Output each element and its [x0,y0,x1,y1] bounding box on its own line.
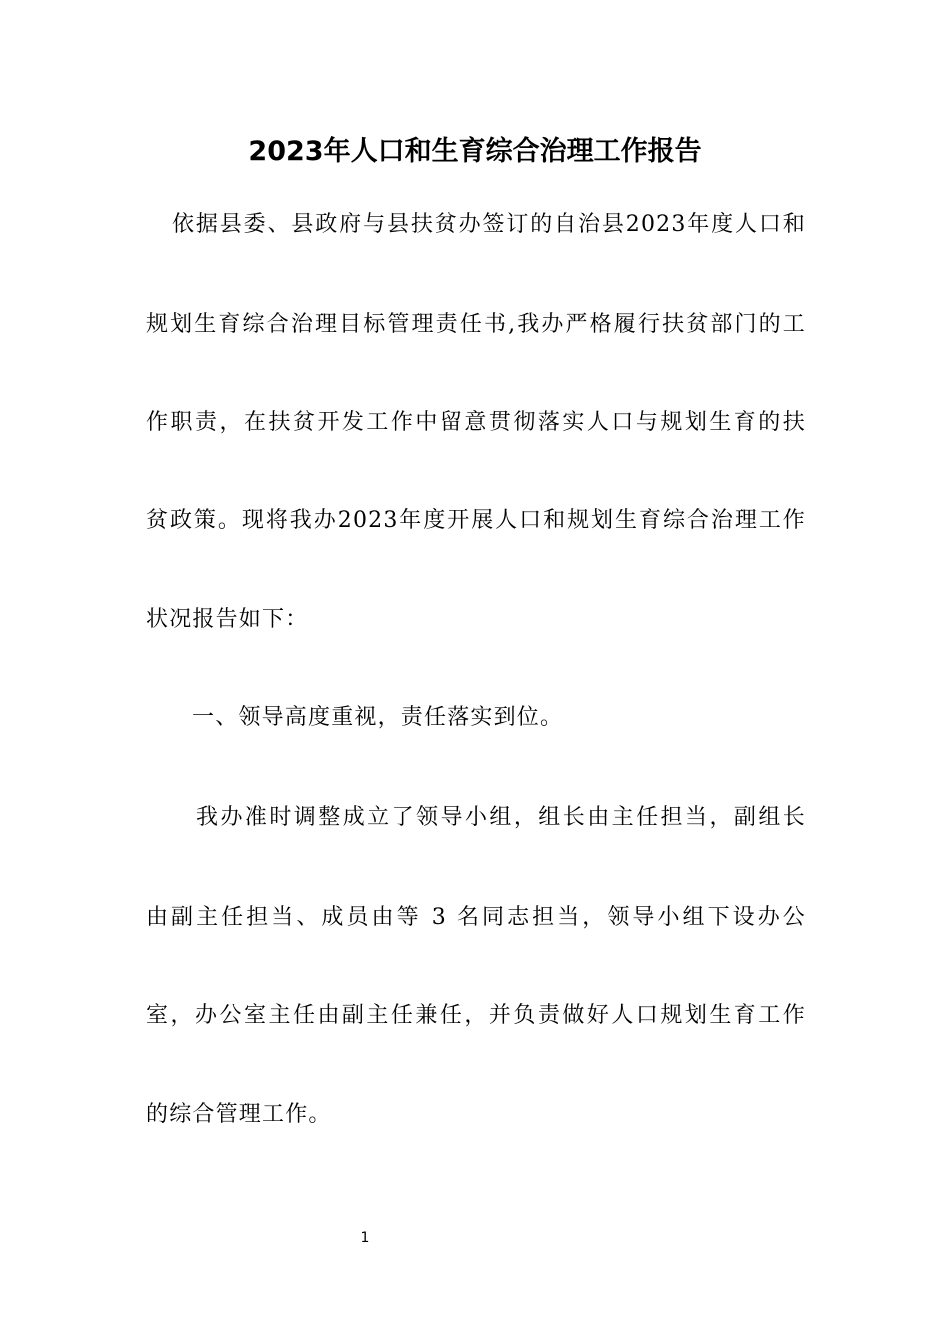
paragraph-line: 室，办公室主任由副主任兼任，并负责做好人口规划生育工作 [146,1003,806,1028]
document-title: 2023年人口和生育综合治理工作报告 [248,136,702,167]
paragraph-line: 由副主任担当、成员由等 3 名同志担当，领导小组下设办公 [146,905,806,930]
section-heading: 一、领导高度重视，责任落实到位。 [192,705,564,730]
paragraph-line: 我办准时调整成立了领导小组，组长由主任担当，副组长 [196,805,806,830]
paragraph-line: 作职责，在扶贫开发工作中留意贯彻落实人口与规划生育的扶 [146,410,806,435]
paragraph-line: 贫政策。现将我办2023年度开展人口和规划生育综合治理工作 [146,508,806,533]
paragraph-line: 依据县委、县政府与县扶贫办签订的自治县2023年度人口和 [172,212,806,237]
paragraph-line: 状况报告如下： [146,607,309,632]
paragraph-line: 的综合管理工作。 [146,1102,332,1127]
paragraph-line: 规划生育综合治理目标管理责任书,我办严格履行扶贫部门的工 [146,312,806,337]
page-number: 1 [360,1230,370,1246]
